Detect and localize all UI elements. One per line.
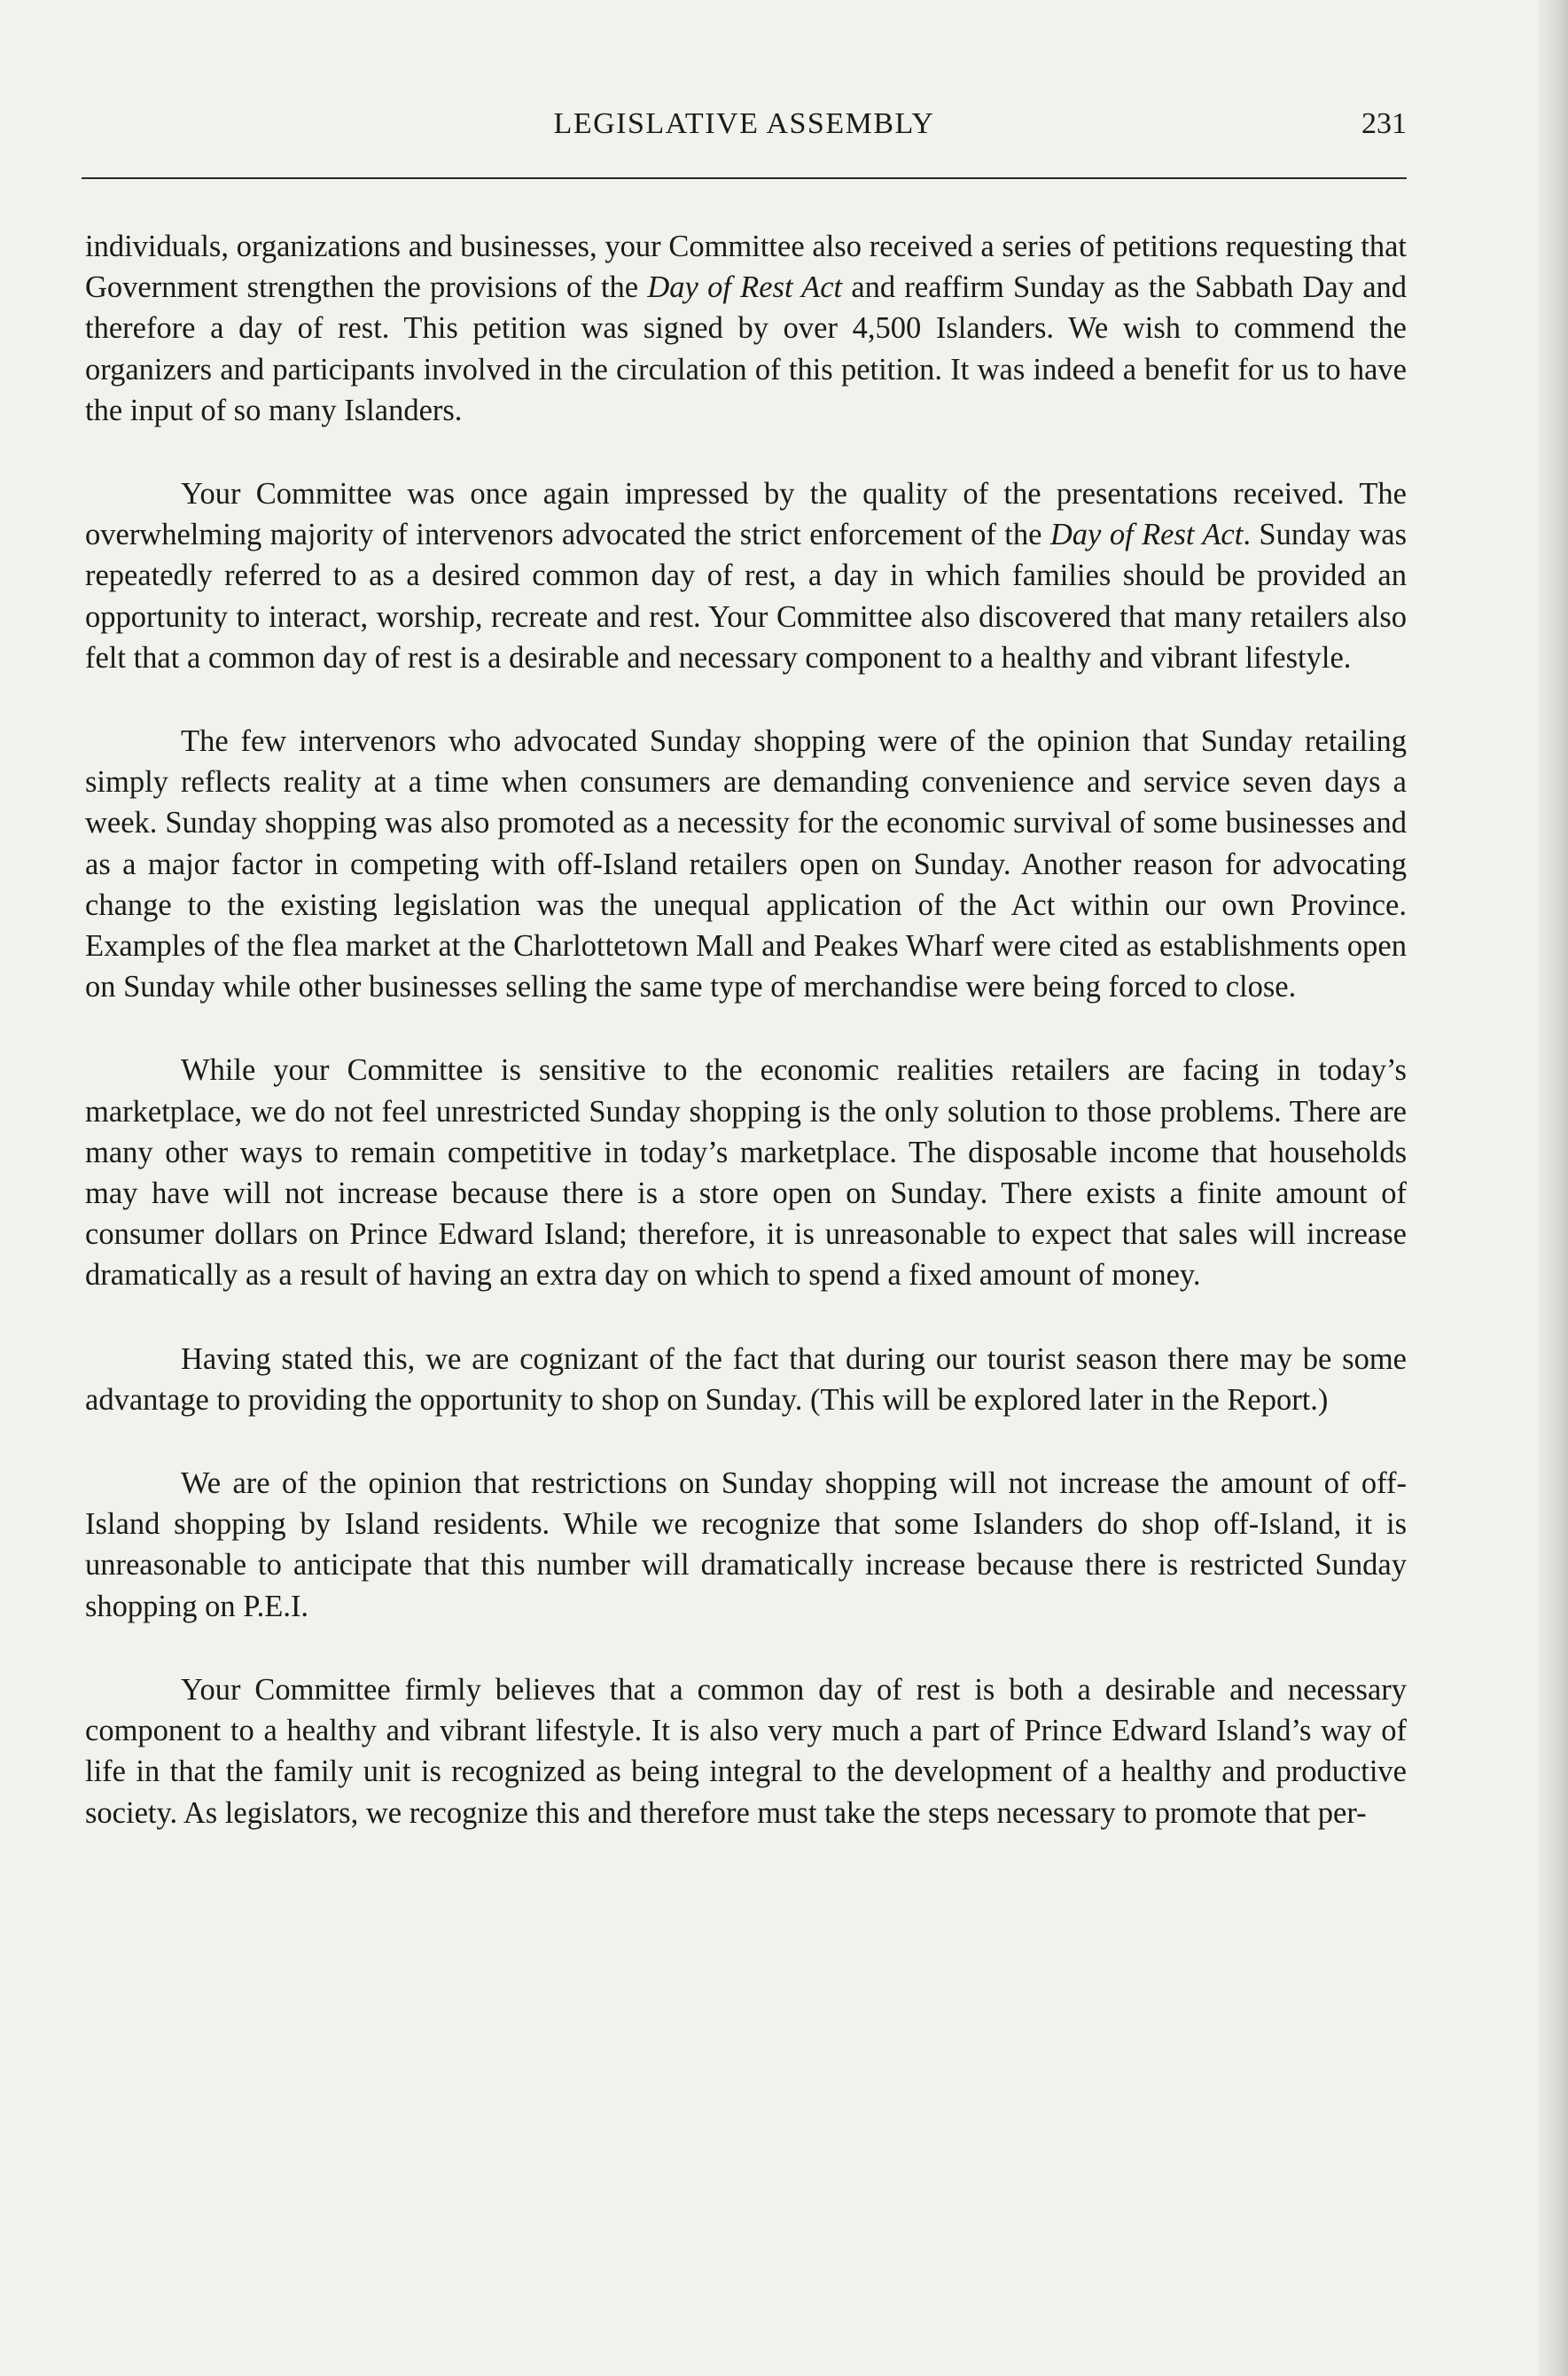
page-number: 231	[1361, 107, 1407, 140]
paragraph	[85, 1669, 1407, 1833]
page-header	[82, 99, 1407, 152]
italic-act-title: Day of Rest Act	[647, 270, 843, 305]
paragraph	[85, 721, 1407, 1007]
header-rule	[82, 177, 1407, 179]
paragraph	[85, 226, 1407, 431]
paragraph-text: . Sunday was repeatedly referred to as a desired common day of rest, a day in which families should be provided an opportunity to interact, worship, recreate and rest. Your Committee also discovered that many retailers also felt that a common day of rest is a desirable and necessary component to a healthy and vibrant lifestyle.	[85, 518, 1407, 675]
paragraph	[85, 1339, 1407, 1420]
body-text	[85, 226, 1407, 1876]
paragraph	[85, 473, 1407, 678]
paragraph-text: The few intervenors who advocated Sunday shopping were of the opinion that Sunday retailing simply reflects reality at a time when consumers are demanding convenience and service seven days a week. Sunday shopping was also promoted as a necessity for the economic survival of some businesses and as a major factor in competing with off-Island retailers open on Sunday. Another reason for advocating change to the existing legislation was the unequal application of the Act within our own Province. Examples of the flea market at the Charlottetown Mall and Peakes Wharf were cited as establishments open on Sunday while other businesses selling the same type of merchandise were being forced to close.	[85, 724, 1407, 1004]
paragraph	[85, 1050, 1407, 1295]
paragraph-text: individuals, organizations and businesses, your Committee also received a series of petitions requesting that Government strengthen the provisions of the	[85, 230, 1407, 305]
paragraph-text: Your Committee firmly believes that a common day of rest is both a desirable and necessary component to a healthy and vibrant lifestyle. It is also very much a part of Prince Edward Island’s way of life in that the family unit is recognized as being integral to the development of a healthy and productive society. As legislators, we recognize this and therefore must take the steps necessary to promote that per-	[85, 1672, 1407, 1830]
italic-act-title: Day of Rest Act	[1049, 518, 1244, 552]
paragraph-text: While your Committee is sensitive to the economic realities retailers are facing in today’s marketplace, we do not feel unrestricted Sunday shopping is the only solution to those problems. There are many other ways to remain competitive in today’s marketplace. The disposable income that households may have will not increase because there is a store open on Sunday. There exists a finite amount of consumer dollars on Prince Edward Island; therefore, it is unreasonable to expect that sales will increase dramatically as a result of having an extra day on which to spend a fixed amount of money.	[85, 1053, 1407, 1293]
paragraph-text: and reaffirm Sunday as the Sabbath Day and therefore a day of rest. This petition was signed by over 4,500 Islanders. We wish to commend the organizers and participants involved in the circulation of this petition. It was indeed a benefit for us to have the input of so many Islanders.	[85, 270, 1408, 427]
paragraph	[85, 1463, 1407, 1627]
paragraph-text: Having stated this, we are cognizant of the fact that during our tourist season there may be some advantage to providing the opportunity to shop on Sunday. (This will be explored later in the Report.)	[85, 1341, 1407, 1417]
paragraph-text: We are of the opinion that restrictions on Sunday shopping will not increase the amount of off-Island shopping by Island residents. While we recognize that some Islanders do shop off-Island, it is unreasonable to anticipate that this number will dramatically increase because there is restricted Sunday shopping on P.E.I.	[85, 1466, 1407, 1623]
page-spine-shadow	[1538, 0, 1568, 2376]
running-head: LEGISLATIVE ASSEMBLY	[553, 107, 935, 140]
paragraph-text: Your Committee was once again impressed by the quality of the presentations received. The overwhelming majority of intervenors advocated the strict enforcement of the	[85, 477, 1407, 552]
